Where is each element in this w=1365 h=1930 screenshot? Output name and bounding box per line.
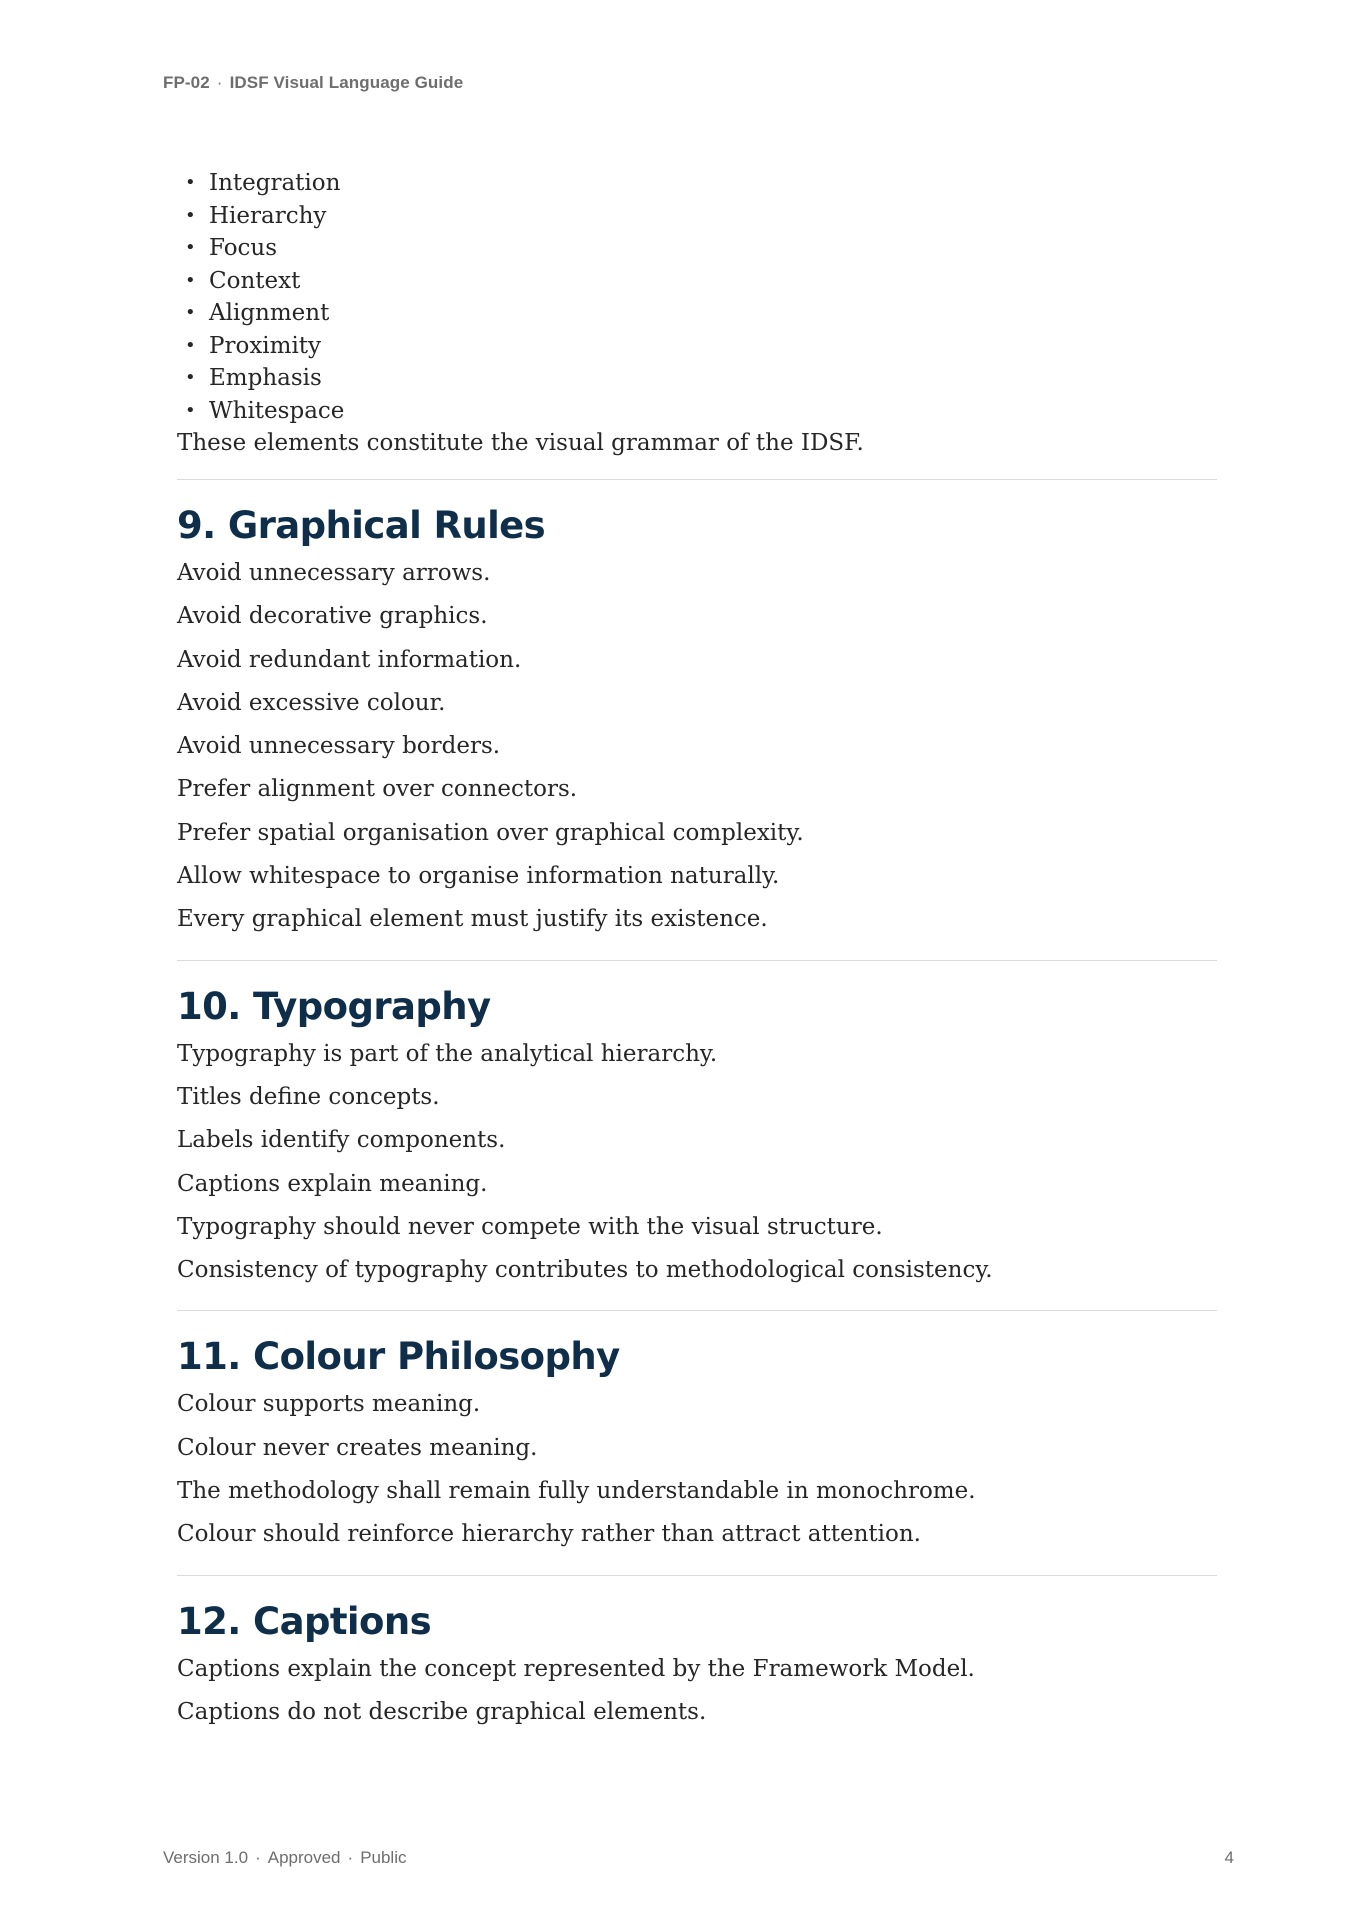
section-divider <box>177 1310 1217 1311</box>
section-body <box>177 552 1217 942</box>
section-body <box>177 1383 1217 1556</box>
list-item-label: Hierarchy <box>209 202 327 229</box>
bullet-icon: • <box>185 172 196 193</box>
rule-line: Colour supports meaning. <box>177 1391 481 1418</box>
bullet-icon: • <box>185 367 196 388</box>
page-number: 4 <box>1224 1848 1234 1867</box>
rule-line: Captions explain the concept represented by the Framework Model. <box>177 1655 975 1682</box>
header-separator: · <box>216 73 223 92</box>
section-heading: 9. Graphical Rules <box>177 504 546 547</box>
status-label: Approved <box>267 1848 341 1867</box>
section-body <box>177 1648 1217 1735</box>
list-item <box>177 167 1217 200</box>
list-item <box>177 297 1217 330</box>
section-heading: 10. Typography <box>177 984 491 1028</box>
rule-line: Typography should never compete with the visual structure. <box>177 1213 883 1240</box>
bullet-icon: • <box>185 204 196 226</box>
rule-line: Labels identify components. <box>177 1127 506 1154</box>
rule-line: Prefer alignment over connectors. <box>177 776 578 803</box>
section-captions <box>177 1600 1217 1735</box>
rule-line: The methodology shall remain fully understandable in monochrome. <box>177 1478 976 1505</box>
section-typography <box>177 985 1217 1293</box>
page-header <box>163 73 463 93</box>
bullet-icon: • <box>185 237 196 258</box>
bullet-icon: • <box>185 399 196 421</box>
footer-separator: · <box>347 1848 354 1867</box>
list-item <box>177 330 1217 363</box>
rule-line: Allow whitespace to organise information naturally. <box>177 863 780 890</box>
list-item <box>177 362 1217 395</box>
version-label: Version 1.0 <box>163 1848 249 1867</box>
rule-line: Avoid unnecessary borders. <box>177 733 501 760</box>
list-item-label: Proximity <box>209 332 322 359</box>
section-divider <box>177 960 1217 961</box>
rule-line: Avoid unnecessary arrows. <box>177 560 491 586</box>
rule-line: Consistency of typography contributes to methodological consistency. <box>177 1257 993 1284</box>
section-heading: 11. Colour Philosophy <box>177 1335 620 1379</box>
bullet-icon: • <box>185 334 196 356</box>
section-graphical-rules <box>177 504 1217 942</box>
list-item-label: Context <box>209 267 301 294</box>
list-item-label: Integration <box>209 170 341 196</box>
rule-line: Prefer spatial organisation over graphical complexity. <box>177 819 804 846</box>
footer-separator: · <box>255 1848 261 1867</box>
bullet-icon: • <box>185 302 196 323</box>
doc-id: FP-02 <box>163 73 210 92</box>
rule-line: Captions explain meaning. <box>177 1170 488 1197</box>
bullet-icon: • <box>185 269 196 291</box>
section-heading: 12. Captions <box>177 1599 431 1643</box>
rule-line: Avoid decorative graphics. <box>177 603 488 630</box>
page-content <box>177 167 1217 1734</box>
rule-line: Captions do not describe graphical elements. <box>177 1698 707 1725</box>
visibility-label: Public <box>360 1848 407 1867</box>
section-divider <box>177 479 1217 480</box>
rule-line: Colour should reinforce hierarchy rather than attract attention. <box>177 1521 921 1548</box>
intro-closing-text: These elements constitute the visual grammar of the IDSF. <box>177 430 864 456</box>
rule-line: Avoid redundant information. <box>177 646 522 673</box>
rule-line: Typography is part of the analytical hierarchy. <box>177 1040 718 1067</box>
principles-list <box>177 167 1217 427</box>
section-colour-philosophy <box>177 1335 1217 1556</box>
section-body <box>177 1033 1217 1293</box>
list-item-label: Focus <box>209 235 278 261</box>
rule-line: Titles define concepts. <box>177 1083 440 1110</box>
rule-line: Every graphical element must justify its existence. <box>177 906 768 933</box>
rule-line: Avoid excessive colour. <box>177 689 446 716</box>
list-item-label: Whitespace <box>209 397 345 424</box>
rule-line: Colour never creates meaning. <box>177 1434 538 1461</box>
list-item <box>177 200 1217 233</box>
list-item-label: Alignment <box>209 300 330 326</box>
section-divider <box>177 1575 1217 1576</box>
list-item <box>177 232 1217 265</box>
list-item-label: Emphasis <box>209 365 322 391</box>
doc-title: IDSF Visual Language Guide <box>229 73 464 92</box>
page-footer <box>163 1848 407 1868</box>
list-item <box>177 395 1217 428</box>
list-item <box>177 265 1217 298</box>
